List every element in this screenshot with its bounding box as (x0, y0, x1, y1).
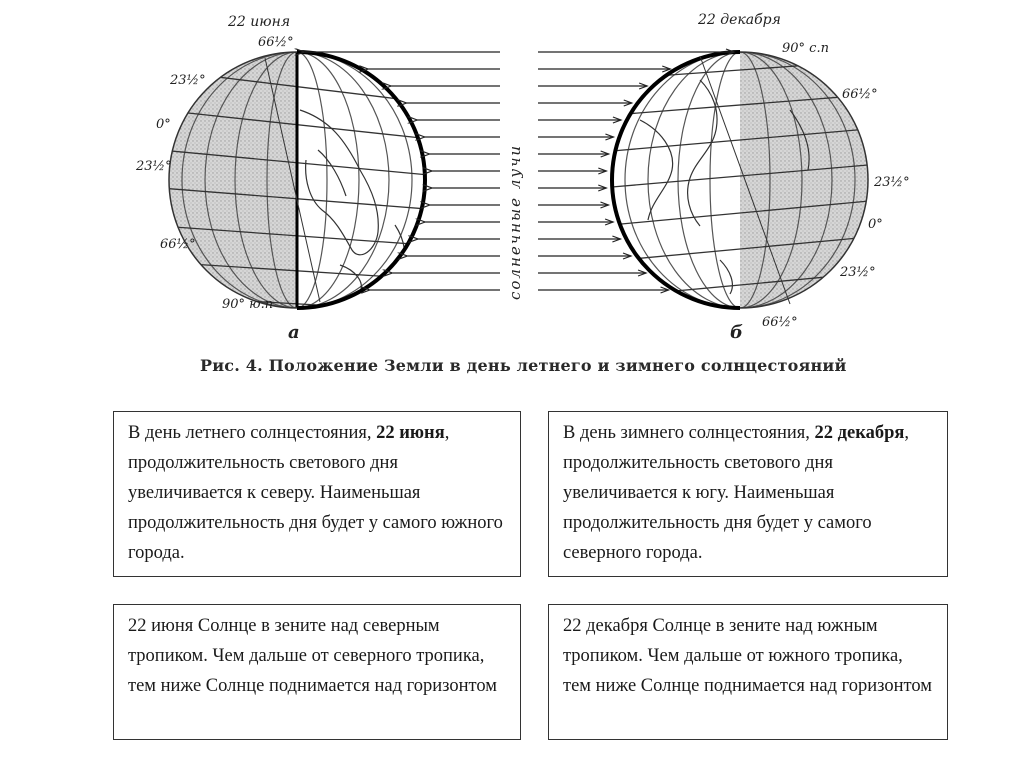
figure-letter-b: б (730, 322, 743, 343)
summer-day-text-after: , продолжительность светового дня увеличивается к северу. Наименьшая продолжительность дня будет у самого южного города. (128, 423, 503, 563)
date-label-june: 22 июня (228, 14, 291, 30)
summer-zenith-note: 22 июня Солнце в зените над северным тропиком. Чем дальше от северного тропика, тем ниже Солнце поднимается над горизонтом (113, 604, 521, 740)
lat-66-bottom-left: 66½° (160, 237, 196, 252)
rays-label: солнечные лучи (506, 143, 524, 300)
figure-caption: Рис. 4. Положение Земли в день летнего и зимнего солнцестояний (200, 356, 847, 375)
lat-66-bottom-right: 66½° (762, 315, 798, 330)
figure-letter-a: а (288, 322, 300, 343)
winter-day-length-note (548, 411, 948, 577)
lat-23-top-right: 23½° (874, 175, 910, 190)
winter-day-date: 22 декабря (814, 423, 905, 443)
summer-day-length-note (113, 411, 521, 577)
date-label-december: 22 декабря (698, 12, 781, 28)
lat-23-bottom-left: 23½° (136, 159, 172, 174)
summer-day-text-before: В день летнего солнцестояния, (128, 423, 377, 443)
winter-zenith-note: 22 декабря Солнце в зените над южным тропиком. Чем дальше от южного тропика, тем ниже Солнце поднимается над горизонтом (548, 604, 948, 740)
lat-66-top-left: 66½° (258, 35, 294, 50)
pole-label-north: 90° с.п (782, 41, 829, 56)
summer-day-date: 22 июня (376, 423, 445, 443)
globe-winter (600, 40, 880, 320)
lat-23-top-left: 23½° (170, 73, 206, 88)
lat-0-left: 0° (156, 117, 171, 132)
lat-66-top-right: 66½° (842, 87, 878, 102)
lat-23-bottom-right: 23½° (840, 265, 876, 280)
winter-day-text-after: , продолжительность светового дня увеличивается к югу. Наименьшая продолжительность дня будет у самого северного города. (563, 423, 910, 563)
lat-0-right: 0° (868, 217, 883, 232)
winter-day-text-before: В день зимнего солнцестояния, (563, 423, 815, 443)
pole-label-south: 90° ю.п (222, 297, 274, 312)
